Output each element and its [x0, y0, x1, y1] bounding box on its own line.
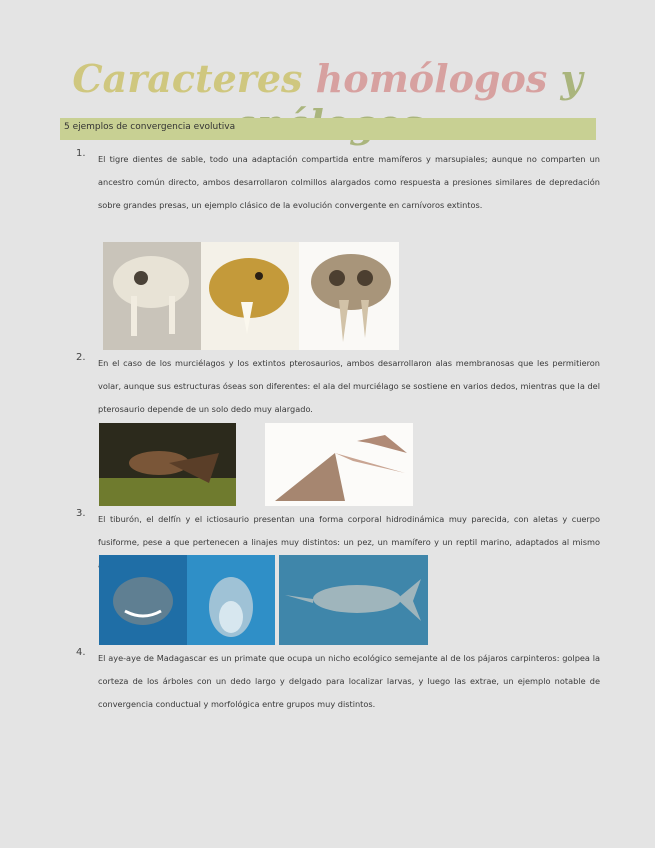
item-number: 2. [76, 352, 86, 363]
item-number: 1. [76, 148, 86, 159]
list-item-4 [76, 647, 600, 716]
item-text: En el caso de los murciélagos y los extintos pterosaurios, ambos desarrollaron alas membranosas que les permitieron volar, aunque sus estructuras óseas son diferentes: el ala del murciélago se sostiene en varios dedos, mientras que la del pterosaurio depende de un solo dedo muy alargado. [98, 358, 600, 414]
item-number: 3. [76, 508, 86, 519]
list-item-2 [76, 352, 600, 421]
sabertooth-skull-image [103, 242, 201, 350]
pterosaur-image [265, 423, 413, 506]
title-part-2: homólogos [315, 56, 561, 101]
item-number: 4. [76, 647, 86, 658]
shark-image [99, 555, 187, 645]
title-part-1: Caracteres [72, 56, 316, 101]
item-text: El tiburón, el delfín y el ictiosaurio presentan una forma corporal hidrodinámica muy parecida, con aletas y cuerpo fusiforme, pese a que pertenecen a linajes muy distintos: un pez, un mamífero y un reptil marino, adaptados al mismo [98, 514, 600, 547]
item-text: El aye-aye de Madagascar es un primate que ocupa un nicho ecológico semejante al de los pájaros carpinteros: golpea la corteza de los árboles con un dedo largo y delgado para localizar larvas, y luego las extrae, un ejemplo notable de convergencia conductual y morfológica entre grupos muy distintos. [98, 653, 600, 709]
bat-image [99, 423, 236, 506]
ichthyosaur-image [279, 555, 428, 645]
section-heading: 5 ejemplos de convergencia evolutiva [64, 122, 236, 132]
list-item-1 [76, 148, 600, 217]
sabertooth-illustration-image [201, 242, 299, 350]
smilodon-fossil-skull-image [299, 242, 399, 350]
dolphin-image [187, 555, 275, 645]
section-heading-bar [60, 118, 596, 140]
item-text: El tigre dientes de sable, todo una adaptación compartida entre mamíferos y marsupiales; aunque no comparten un ancestro común directo, ambos desarrollaron colmillos alargados como respuesta a presiones similares de depredación sobre grandes presas, un ejemplo clásico de la evolución convergente en carnívoros extintos. [98, 154, 600, 210]
title-part-3: y [560, 56, 583, 101]
